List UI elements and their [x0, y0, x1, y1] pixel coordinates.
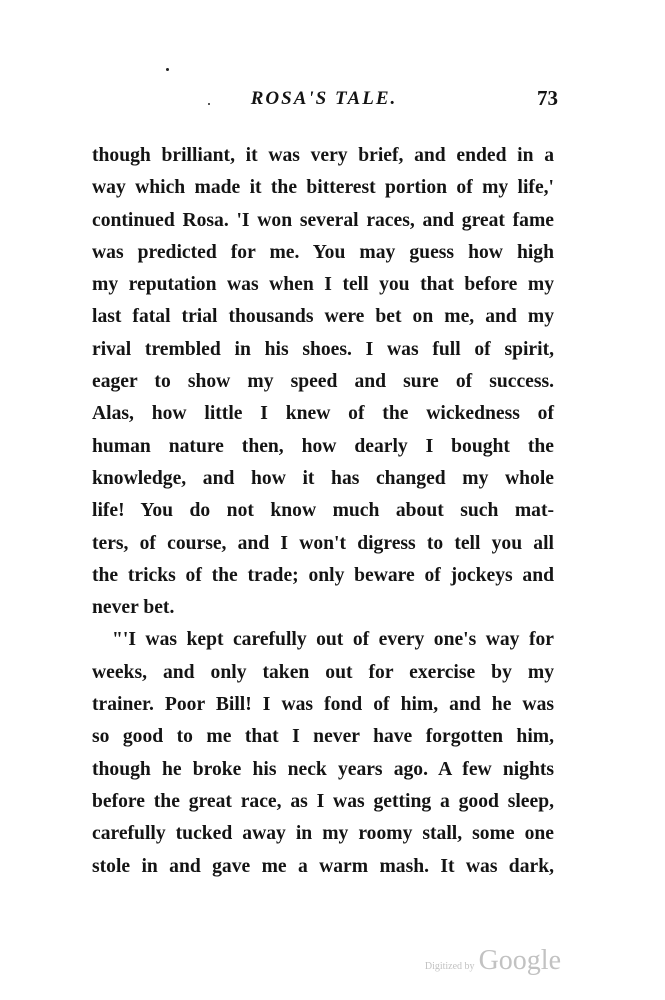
watermark-prefix: Digitized by — [424, 961, 475, 972]
text-line: eager to show my speed and sure of success. — [92, 371, 554, 393]
text-line: rival trembled in his shoes. I was full of spirit, — [92, 338, 554, 360]
text-line: way which made it the bitterest portion of my life,' — [92, 177, 554, 199]
text-line: carefully tucked away in my roomy stall, some one — [92, 823, 554, 845]
text-line: my reputation was when I tell you that before my — [92, 274, 554, 296]
text-line: so good to me that I never have forgotten him, — [92, 726, 554, 748]
page-number: 73 — [537, 86, 558, 110]
text-line: last fatal trial thousands were bet on me, and my — [92, 306, 554, 328]
stray-mark — [166, 68, 169, 71]
text-line: though brilliant, it was very brief, and ended in a — [92, 145, 554, 166]
text-line: trainer. Poor Bill! I was fond of him, and he was — [92, 694, 554, 716]
text-line: weeks, and only taken out for exercise by my — [92, 661, 554, 683]
paragraph-end-line: never bet. — [92, 597, 175, 619]
paragraph-start-line: "'I was kept carefully out of every one's way for — [112, 629, 554, 651]
running-head-title: ROSA'S TALE. — [250, 88, 398, 109]
text-line: human nature then, how dearly I bought the — [92, 435, 554, 457]
text-line: knowledge, and how it has changed my whole — [92, 467, 554, 489]
running-head — [90, 88, 558, 118]
watermark-brand: Google — [478, 945, 561, 976]
text-line: was predicted for me. You may guess how high — [92, 241, 554, 263]
text-line: continued Rosa. 'I won several races, and great fame — [92, 209, 554, 231]
text-line: before the great race, as I was getting a good sleep, — [92, 790, 554, 812]
text-line: ters, of course, and I won't digress to tell you all — [92, 532, 554, 554]
text-line: Alas, how little I knew of the wickedness of — [92, 403, 554, 425]
digitization-watermark — [425, 945, 561, 977]
text-line: stole in and gave me a warm mash. It was dark, — [92, 855, 554, 877]
text-line: life! You do not know much about such mat- — [92, 500, 554, 522]
text-line: the tricks of the trade; only beware of jockeys and — [92, 564, 554, 586]
text-line: though he broke his neck years ago. A few nights — [92, 758, 554, 780]
body-text — [92, 140, 554, 883]
